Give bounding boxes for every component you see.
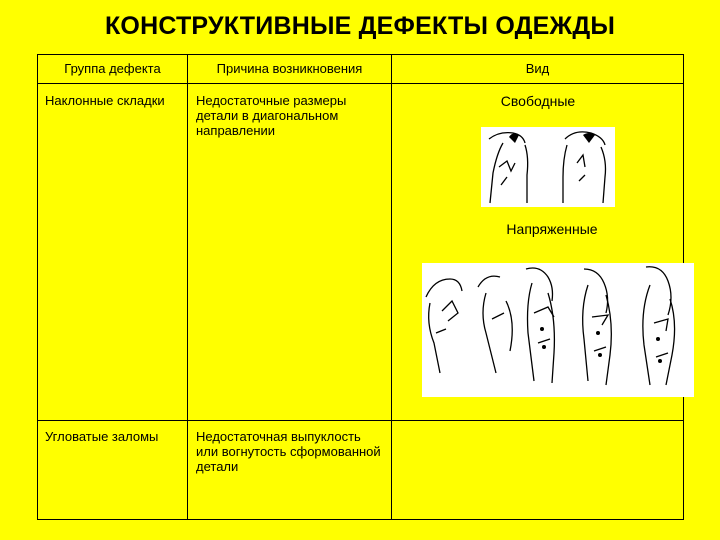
row2-cause: Недостаточная выпуклость или вогнутость сформованной детали <box>196 429 381 474</box>
header-defect-group: Группа дефекта <box>64 61 161 76</box>
header-divider <box>38 83 683 84</box>
row1-cause: Недостаточные размеры детали в диагональном направлении <box>196 93 347 138</box>
row2-group: Угловатые заломы <box>45 429 159 444</box>
row-divider <box>38 420 683 421</box>
header-type: Вид <box>525 61 550 76</box>
header-cause: Причина возникновения <box>216 61 363 76</box>
column-divider <box>391 55 392 519</box>
row1-group: Наклонные складки <box>45 93 165 108</box>
tense-folds-illustration <box>422 263 694 397</box>
column-divider <box>187 55 188 519</box>
type-free-label: Свободные <box>500 93 576 109</box>
defects-table <box>37 54 684 520</box>
page-title: КОНСТРУКТИВНЫЕ ДЕФЕКТЫ ОДЕЖДЫ <box>104 12 616 40</box>
free-folds-illustration <box>481 127 615 207</box>
type-tense-label: Напряженные <box>506 221 598 237</box>
